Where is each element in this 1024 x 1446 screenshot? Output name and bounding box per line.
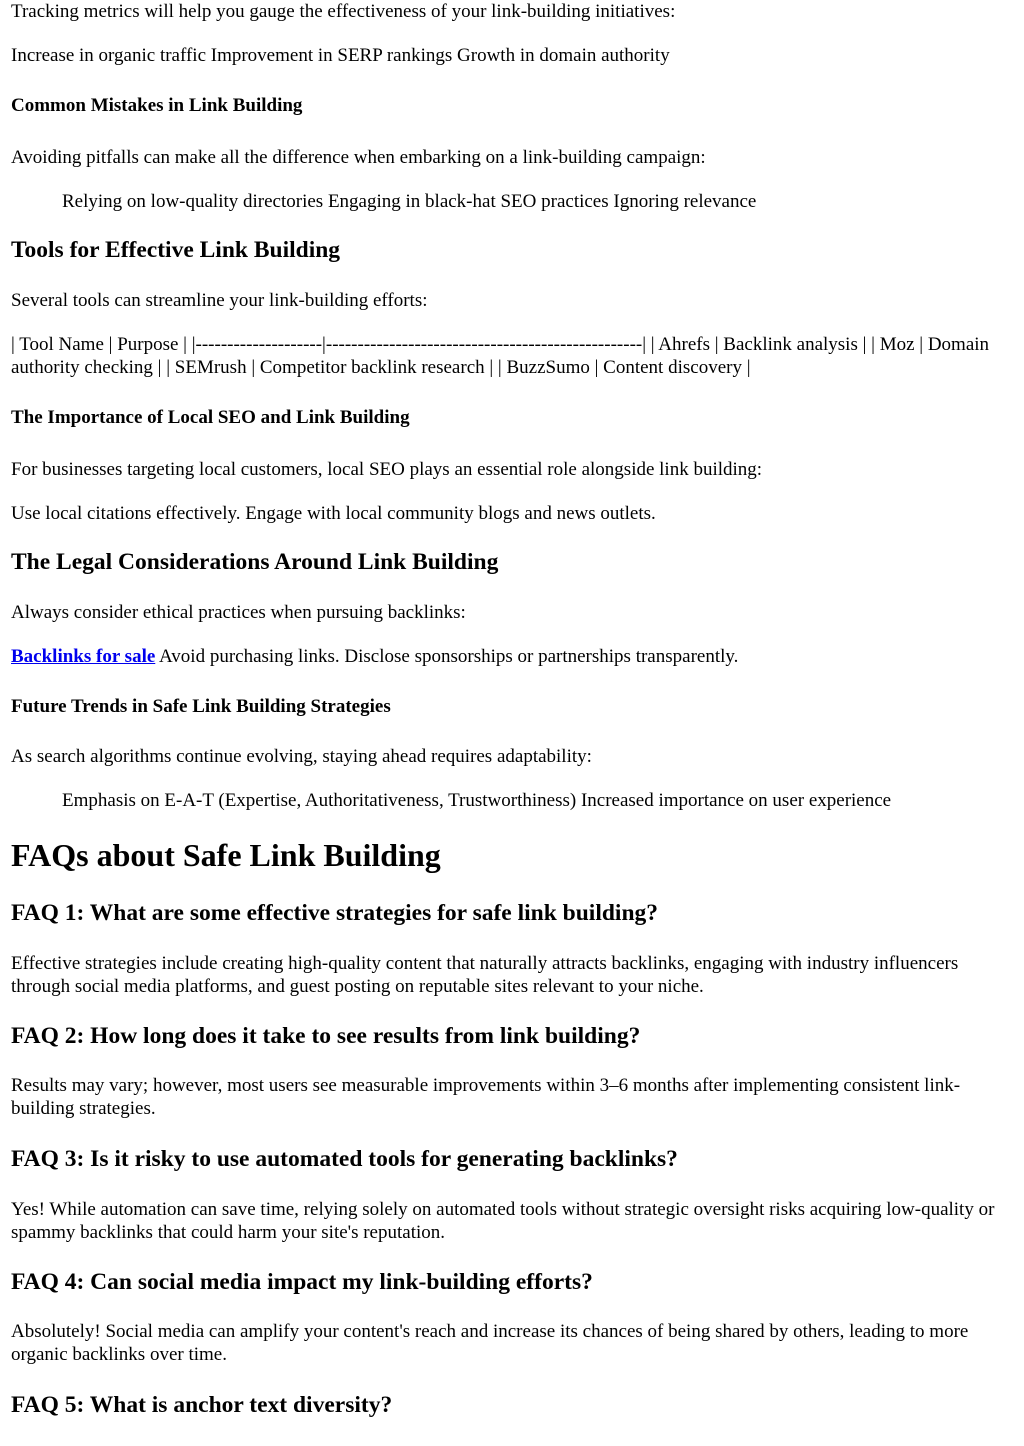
mistakes-heading: Common Mistakes in Link Building: [11, 95, 303, 116]
mistakes-intro: Avoiding pitfalls can make all the difference when embarking on a link-building campaign:: [11, 147, 706, 168]
backlinks-for-sale-link[interactable]: Backlinks for sale: [11, 646, 156, 667]
metrics-intro: Tracking metrics will help you gauge the effectiveness of your link-building initiatives:: [11, 1, 676, 22]
future-intro: As search algorithms continue evolving, staying ahead requires adaptability:: [11, 746, 592, 767]
faq-question: FAQ 4: Can social media impact my link-building efforts?: [11, 1269, 593, 1295]
future-list: Emphasis on E-A-T (Expertise, Authoritativeness, Trustworthiness) Increased importance on user experience: [62, 790, 892, 811]
faq-question: FAQ 2: How long does it take to see results from link building?: [11, 1023, 641, 1049]
legal-list-rest: Avoid purchasing links. Disclose sponsorships or partnerships transparently.: [155, 646, 739, 667]
faq-question: FAQ 1: What are some effective strategies for safe link building?: [11, 900, 659, 926]
local-list: Use local citations effectively. Engage with local community blogs and news outlets.: [11, 503, 656, 524]
faqs-heading: FAQs about Safe Link Building: [11, 837, 441, 873]
legal-list: [11, 645, 738, 668]
faq-answer: Yes! While automation can save time, relying solely on automated tools without strategic oversight risks acquiring low-quality or spammy backlinks that could harm your site's reputation.: [11, 1199, 995, 1243]
local-intro: For businesses targeting local customers, local SEO plays an essential role alongside link building:: [11, 459, 763, 480]
legal-heading: The Legal Considerations Around Link Building: [11, 549, 499, 575]
tools-table-text: | Tool Name | Purpose | |--------------------|--------------------------------------------------| | Ahrefs | Backlink analysis | | Moz | Domain authority checking | | SEMrush | Competitor backlink research | | BuzzSumo | Content discovery |: [11, 334, 990, 378]
tools-intro: Several tools can streamline your link-building efforts:: [11, 290, 428, 311]
legal-intro: Always consider ethical practices when pursuing backlinks:: [11, 602, 466, 623]
faq-answer: Effective strategies include creating high-quality content that naturally attracts backlinks, engaging with industry influencers through social media platforms, and guest posting on reputable sites relevant to your niche.: [11, 953, 959, 997]
metrics-list: Increase in organic traffic Improvement in SERP rankings Growth in domain authority: [11, 45, 670, 66]
faq-answer: Absolutely! Social media can amplify your content's reach and increase its chances of being shared by others, leading to more organic backlinks over time.: [11, 1321, 969, 1365]
future-heading: Future Trends in Safe Link Building Strategies: [11, 696, 391, 717]
faq-answer: Results may vary; however, most users see measurable improvements within 3–6 months after implementing consistent link-building strategies.: [11, 1075, 961, 1119]
mistakes-list: Relying on low-quality directories Engaging in black-hat SEO practices Ignoring relevance: [62, 191, 757, 212]
local-heading: The Importance of Local SEO and Link Building: [11, 407, 410, 428]
tools-heading: Tools for Effective Link Building: [11, 237, 341, 263]
faq-question: FAQ 3: Is it risky to use automated tools for generating backlinks?: [11, 1146, 678, 1172]
faq-question: FAQ 5: What is anchor text diversity?: [11, 1392, 393, 1418]
